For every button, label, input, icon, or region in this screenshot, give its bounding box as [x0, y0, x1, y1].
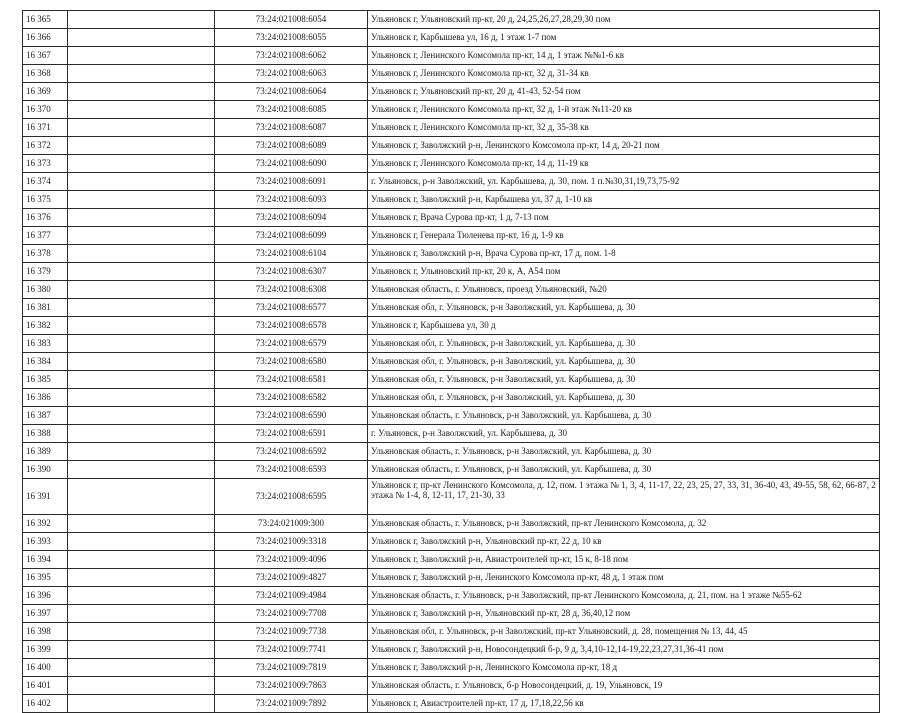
address-cell: Ульяновск г, Заволжский р-н, Ленинского Комсомола пр-кт, 14 д, 20-21 пом: [368, 137, 880, 155]
table-row: [23, 533, 880, 551]
address-cell: Ульяновская область, г. Ульяновск, р-н Заволжский, ул. Карбышева, д. 30: [368, 407, 880, 425]
table-row: [23, 137, 880, 155]
empty-cell: [68, 461, 215, 479]
empty-cell: [68, 173, 215, 191]
cadastral-number-cell: 73:24:021008:6592: [215, 443, 368, 461]
table-row: [23, 623, 880, 641]
cadastral-number-cell: 73:24:021009:4827: [215, 569, 368, 587]
table-row: [23, 281, 880, 299]
table-row: [23, 191, 880, 209]
row-number-cell: 16 373: [23, 155, 68, 173]
row-number-cell: 16 384: [23, 353, 68, 371]
table-row: [23, 407, 880, 425]
empty-cell: [68, 371, 215, 389]
row-number-cell: 16 401: [23, 677, 68, 695]
empty-cell: [68, 641, 215, 659]
table-row: [23, 515, 880, 533]
empty-cell: [68, 479, 215, 515]
empty-cell: [68, 605, 215, 623]
cadastral-number-cell: 73:24:021009:4096: [215, 551, 368, 569]
table-row: [23, 659, 880, 677]
empty-cell: [68, 227, 215, 245]
address-cell: Ульяновск г, Ульяновский пр-кт, 20 к, А, А54 пом: [368, 263, 880, 281]
address-cell: Ульяновск г, Генерала Тюленева пр-кт, 16 д, 1-9 кв: [368, 227, 880, 245]
row-number-cell: 16 371: [23, 119, 68, 137]
table-row: [23, 173, 880, 191]
cadastral-number-cell: 73:24:021008:6094: [215, 209, 368, 227]
table-row: [23, 83, 880, 101]
row-number-cell: 16 368: [23, 65, 68, 83]
row-number-cell: 16 379: [23, 263, 68, 281]
table-row: [23, 569, 880, 587]
row-number-cell: 16 396: [23, 587, 68, 605]
table-row: [23, 587, 880, 605]
row-number-cell: 16 402: [23, 695, 68, 713]
table-row: [23, 443, 880, 461]
address-cell: Ульяновская область, г. Ульяновск, проезд Ульяновский, №20: [368, 281, 880, 299]
register-table: [22, 10, 880, 713]
empty-cell: [68, 155, 215, 173]
row-number-cell: 16 380: [23, 281, 68, 299]
cadastral-number-cell: 73:24:021008:6580: [215, 353, 368, 371]
address-cell: Ульяновск г, Заволжский р-н, Ульяновский пр-кт, 22 д, 10 кв: [368, 533, 880, 551]
address-cell: Ульяновск г, Ленинского Комсомола пр-кт, 32 д, 31-34 кв: [368, 65, 880, 83]
row-number-cell: 16 377: [23, 227, 68, 245]
empty-cell: [68, 389, 215, 407]
table-row: [23, 695, 880, 713]
table-row: [23, 209, 880, 227]
address-cell: Ульяновск г, Авиастроителей пр-кт, 17 д, 17,18,22,56 кв: [368, 695, 880, 713]
row-number-cell: 16 390: [23, 461, 68, 479]
empty-cell: [68, 317, 215, 335]
cadastral-number-cell: 73:24:021008:6090: [215, 155, 368, 173]
address-cell: Ульяновская область, г. Ульяновск, р-н Заволжский, пр-кт Ленинского Комсомола, д. 32: [368, 515, 880, 533]
table-row: [23, 389, 880, 407]
table-row: [23, 677, 880, 695]
row-number-cell: 16 375: [23, 191, 68, 209]
row-number-cell: 16 394: [23, 551, 68, 569]
table-row: [23, 641, 880, 659]
cadastral-number-cell: 73:24:021009:4984: [215, 587, 368, 605]
table-row: [23, 155, 880, 173]
empty-cell: [68, 623, 215, 641]
table-row: [23, 227, 880, 245]
address-cell: г. Ульяновск, р-н Заволжский, ул. Карбышева, д. 30: [368, 425, 880, 443]
row-number-cell: 16 376: [23, 209, 68, 227]
address-cell: Ульяновск г, Заволжский р-н, Авиастроителей пр-кт, 15 к, 8-18 пом: [368, 551, 880, 569]
cadastral-number-cell: 73:24:021008:6062: [215, 47, 368, 65]
address-cell: Ульяновская область, г. Ульяновск, р-н Заволжский, ул. Карбышева, д. 30: [368, 461, 880, 479]
table-row: [23, 11, 880, 29]
table-row: [23, 29, 880, 47]
address-cell: Ульяновск г, Ленинского Комсомола пр-кт, 14 д, 11-19 кв: [368, 155, 880, 173]
row-number-cell: 16 374: [23, 173, 68, 191]
address-cell: Ульяновская обл, г. Ульяновск, р-н Заволжский, ул. Карбышева, д. 30: [368, 335, 880, 353]
cadastral-number-cell: 73:24:021008:6055: [215, 29, 368, 47]
empty-cell: [68, 407, 215, 425]
row-number-cell: 16 383: [23, 335, 68, 353]
row-number-cell: 16 369: [23, 83, 68, 101]
row-number-cell: 16 385: [23, 371, 68, 389]
address-cell: Ульяновск г, Ленинского Комсомола пр-кт, 14 д, 1 этаж №№1-6 кв: [368, 47, 880, 65]
empty-cell: [68, 551, 215, 569]
address-cell: Ульяновская обл, г. Ульяновск, р-н Заволжский, ул. Карбышева, д. 30: [368, 371, 880, 389]
address-cell: Ульяновск г, Заволжский р-н, Врача Сурова пр-кт, 17 д, пом. 1-8: [368, 245, 880, 263]
row-number-cell: 16 367: [23, 47, 68, 65]
table-row: [23, 299, 880, 317]
empty-cell: [68, 533, 215, 551]
cadastral-number-cell: 73:24:021008:6581: [215, 371, 368, 389]
table-row: [23, 65, 880, 83]
address-cell: Ульяновск г, Заволжский р-н, Новосондецкий б-р, 9 д, 3,4,10-12,14-19,22,23,27,31,36-41 пом: [368, 641, 880, 659]
cadastral-number-cell: 73:24:021008:6595: [215, 479, 368, 515]
empty-cell: [68, 281, 215, 299]
row-number-cell: 16 387: [23, 407, 68, 425]
table-row: [23, 605, 880, 623]
address-cell: Ульяновская область, г. Ульяновск, б-р Новосондецкий, д. 19, Ульяновск, 19: [368, 677, 880, 695]
empty-cell: [68, 11, 215, 29]
address-cell: Ульяновск г, Карбышева ул, 30 д: [368, 317, 880, 335]
cadastral-number-cell: 73:24:021009:300: [215, 515, 368, 533]
row-number-cell: 16 392: [23, 515, 68, 533]
row-number-cell: 16 388: [23, 425, 68, 443]
register-table-body: [23, 11, 880, 713]
cadastral-number-cell: 73:24:021008:6578: [215, 317, 368, 335]
address-cell: Ульяновск г, Ленинского Комсомола пр-кт, 32 д, 35-38 кв: [368, 119, 880, 137]
empty-cell: [68, 29, 215, 47]
row-number-cell: 16 365: [23, 11, 68, 29]
address-cell: Ульяновск г, Ульяновский пр-кт, 20 д, 24,25,26,27,28,29,30 пом: [368, 11, 880, 29]
cadastral-number-cell: 73:24:021008:6579: [215, 335, 368, 353]
address-cell: Ульяновск г, Карбышева ул, 16 д, 1 этаж 1-7 пом: [368, 29, 880, 47]
cadastral-number-cell: 73:24:021008:6307: [215, 263, 368, 281]
empty-cell: [68, 587, 215, 605]
empty-cell: [68, 137, 215, 155]
address-cell: Ульяновск г, Заволжский р-н, Ульяновский пр-кт, 28 д, 36,40,12 пом: [368, 605, 880, 623]
address-cell: Ульяновская область, г. Ульяновск, р-н Заволжский, ул. Карбышева, д. 30: [368, 443, 880, 461]
empty-cell: [68, 191, 215, 209]
row-number-cell: 16 393: [23, 533, 68, 551]
table-row: [23, 425, 880, 443]
cadastral-number-cell: 73:24:021008:6093: [215, 191, 368, 209]
table-row: [23, 335, 880, 353]
address-cell: Ульяновск г, Ульяновский пр-кт, 20 д, 41-43, 52-54 пом: [368, 83, 880, 101]
empty-cell: [68, 677, 215, 695]
address-cell: Ульяновская обл, г. Ульяновск, р-н Заволжский, ул. Карбышева, д. 30: [368, 389, 880, 407]
table-row: [23, 119, 880, 137]
empty-cell: [68, 443, 215, 461]
cadastral-number-cell: 73:24:021008:6577: [215, 299, 368, 317]
empty-cell: [68, 263, 215, 281]
address-cell: г. Ульяновск, р-н Заволжский, ул. Карбышева, д. 30, пом. 1 п.№30,31,19,73,75-92: [368, 173, 880, 191]
address-cell: Ульяновск г, Врача Сурова пр-кт, 1 д, 7-13 пом: [368, 209, 880, 227]
empty-cell: [68, 659, 215, 677]
address-cell: Ульяновск г, Заволжский р-н, Карбышева ул, 37 д, 1-10 кв: [368, 191, 880, 209]
empty-cell: [68, 425, 215, 443]
cadastral-number-cell: 73:24:021009:7819: [215, 659, 368, 677]
cadastral-number-cell: 73:24:021008:6091: [215, 173, 368, 191]
cadastral-number-cell: 73:24:021008:6590: [215, 407, 368, 425]
cadastral-number-cell: 73:24:021009:7892: [215, 695, 368, 713]
empty-cell: [68, 101, 215, 119]
table-row: [23, 551, 880, 569]
cadastral-number-cell: 73:24:021009:7738: [215, 623, 368, 641]
row-number-cell: 16 398: [23, 623, 68, 641]
empty-cell: [68, 65, 215, 83]
cadastral-number-cell: 73:24:021009:7741: [215, 641, 368, 659]
row-number-cell: 16 389: [23, 443, 68, 461]
row-number-cell: 16 400: [23, 659, 68, 677]
empty-cell: [68, 695, 215, 713]
row-number-cell: 16 372: [23, 137, 68, 155]
cadastral-number-cell: 73:24:021008:6593: [215, 461, 368, 479]
cadastral-number-cell: 73:24:021008:6085: [215, 101, 368, 119]
table-row: [23, 353, 880, 371]
empty-cell: [68, 515, 215, 533]
empty-cell: [68, 119, 215, 137]
row-number-cell: 16 399: [23, 641, 68, 659]
cadastral-number-cell: 73:24:021008:6087: [215, 119, 368, 137]
empty-cell: [68, 299, 215, 317]
table-row: [23, 101, 880, 119]
address-cell: Ульяновск г, пр-кт Ленинского Комсомола, д. 12, пом. 1 этажа № 1, 3, 4, 11-17, 22, 23, 25, 27, 33, 31, 36-40, 43, 49-55, 58, 62, 66-87, 2 этажа № 1-4, 8, 12-11, 17, 21-30, 33: [368, 479, 880, 515]
table-row: [23, 47, 880, 65]
address-cell: Ульяновск г, Ленинского Комсомола пр-кт, 32 д, 1-й этаж №11-20 кв: [368, 101, 880, 119]
row-number-cell: 16 386: [23, 389, 68, 407]
row-number-cell: 16 370: [23, 101, 68, 119]
cadastral-number-cell: 73:24:021008:6582: [215, 389, 368, 407]
row-number-cell: 16 395: [23, 569, 68, 587]
row-number-cell: 16 397: [23, 605, 68, 623]
row-number-cell: 16 378: [23, 245, 68, 263]
table-row: [23, 317, 880, 335]
empty-cell: [68, 353, 215, 371]
cadastral-number-cell: 73:24:021009:7863: [215, 677, 368, 695]
cadastral-number-cell: 73:24:021008:6063: [215, 65, 368, 83]
cadastral-number-cell: 73:24:021008:6099: [215, 227, 368, 245]
address-cell: Ульяновск г, Заволжский р-н, Ленинского Комсомола пр-кт, 48 д, 1 этаж пом: [368, 569, 880, 587]
cadastral-number-cell: 73:24:021008:6064: [215, 83, 368, 101]
table-row: [23, 263, 880, 281]
address-cell: Ульяновская обл, г. Ульяновск, р-н Заволжский, ул. Карбышева, д. 30: [368, 299, 880, 317]
row-number-cell: 16 382: [23, 317, 68, 335]
cadastral-number-cell: 73:24:021008:6104: [215, 245, 368, 263]
table-row: [23, 371, 880, 389]
empty-cell: [68, 335, 215, 353]
row-number-cell: 16 381: [23, 299, 68, 317]
cadastral-number-cell: 73:24:021009:3318: [215, 533, 368, 551]
cadastral-number-cell: 73:24:021008:6089: [215, 137, 368, 155]
cadastral-number-cell: 73:24:021008:6308: [215, 281, 368, 299]
address-cell: Ульяновск г, Заволжский р-н, Ленинского Комсомола пр-кт, 18 д: [368, 659, 880, 677]
cadastral-number-cell: 73:24:021008:6054: [215, 11, 368, 29]
address-cell: Ульяновская обл, г. Ульяновск, р-н Заволжский, пр-кт Ульяновский, д. 28, помещения № 13, 44, 45: [368, 623, 880, 641]
cadastral-number-cell: 73:24:021009:7708: [215, 605, 368, 623]
address-cell: Ульяновская обл, г. Ульяновск, р-н Заволжский, ул. Карбышева, д. 30: [368, 353, 880, 371]
empty-cell: [68, 569, 215, 587]
table-row: [23, 245, 880, 263]
empty-cell: [68, 209, 215, 227]
table-row: [23, 479, 880, 515]
empty-cell: [68, 47, 215, 65]
row-number-cell: 16 366: [23, 29, 68, 47]
row-number-cell: 16 391: [23, 479, 68, 515]
table-row: [23, 461, 880, 479]
cadastral-number-cell: 73:24:021008:6591: [215, 425, 368, 443]
empty-cell: [68, 83, 215, 101]
address-cell: Ульяновская область, г. Ульяновск, р-н Заволжский, пр-кт Ленинского Комсомола, д. 21, пом. на 1 этаже №55-62: [368, 587, 880, 605]
empty-cell: [68, 245, 215, 263]
